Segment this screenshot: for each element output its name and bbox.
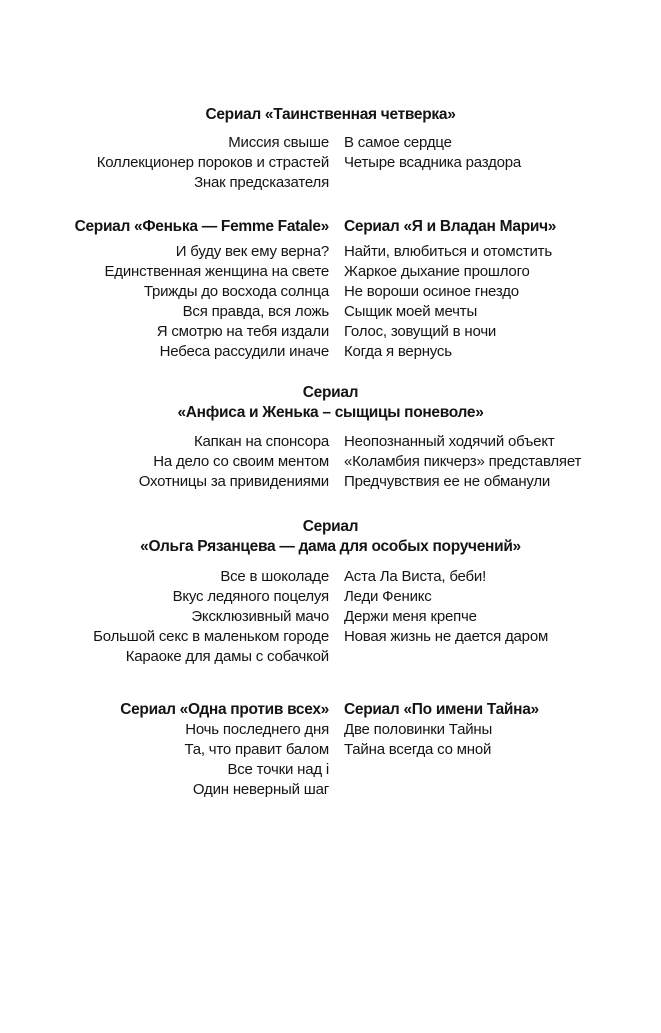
book-title: Предчувствия ее не обманули [344,473,551,490]
series-heading-left: Сериал «Фенька — Femme Fatale» [74,218,329,235]
book-title: Тайна всегда со мной [344,741,492,758]
series-heading-line1: Сериал [302,518,359,535]
book-title: Та, что правит балом [184,741,329,758]
series-heading-left: Сериал «Одна против всех» [120,701,329,718]
series-title-columns [0,567,661,667]
book-title: Караоке для дамы с собачкой [125,648,329,665]
book-title: Все в шоколаде [220,568,329,585]
book-title: Четыре всадника раздора [344,154,522,171]
series-heading-line2: «Ольга Рязанцева — дама для особых поручений» [140,538,521,555]
book-title: Две половинки Тайны [344,721,493,738]
book-title: Все точки над i [227,761,329,778]
series-section-tainstvennaya-chetverka [0,105,661,193]
book-title: Небеса рассудили иначе [159,343,329,360]
book-title: Держи меня крепче [344,608,477,625]
book-title: Леди Феникс [344,588,432,605]
book-title: Жаркое дыхание прошлого [344,263,530,280]
series-heading-right: Сериал «Я и Владан Марич» [344,218,557,235]
series-section-anfisa-i-zhenka [0,383,661,492]
series-section-fenka-i-vladan-marich [0,217,661,362]
series-section-olga-ryazantseva [0,517,661,667]
book-title: Трижды до восхода солнца [143,283,329,300]
book-title: Найти, влюбиться и отомстить [344,243,552,260]
series-title-columns [0,133,661,193]
book-title: Голос, зовущий в ночи [344,323,497,340]
title-column-left [0,242,329,362]
book-title: Охотницы за привидениями [138,473,329,490]
book-title: «Коламбия пикчерз» представляет [344,453,582,470]
book-title: Новая жизнь не дается даром [344,628,549,645]
book-title: Знак предсказателя [194,174,329,191]
series-heading-line2: «Анфиса и Женька – сыщицы поневоле» [177,404,484,421]
series-heading [0,383,661,423]
title-column-right [344,242,661,362]
book-title: Ночь последнего дня [185,721,329,738]
title-column-right [344,133,661,193]
book-title: Миссия свыше [228,134,329,151]
book-title: Не вороши осиное гнездо [344,283,519,300]
title-column-right [344,567,661,667]
title-column-left [0,567,329,667]
title-column-left [0,432,329,492]
book-title: Большой секс в маленьком городе [93,628,329,645]
title-column-left [0,133,329,193]
book-title: Коллекционер пороков и страстей [96,154,329,171]
book-title: Вся правда, вся ложь [182,303,329,320]
book-title: Вкус ледяного поцелуя [172,588,329,605]
series-heading-right: Сериал «По имени Тайна» [344,701,539,718]
title-column-right [344,432,661,492]
series-heading [0,517,661,557]
series-title-columns [0,720,661,800]
book-title: Капкан на спонсора [193,433,329,450]
series-title-columns [0,242,661,362]
title-column-right [344,720,661,800]
book-title: Я смотрю на тебя издали [156,323,329,340]
series-heading-line1: Сериал [302,384,359,401]
title-column-left [0,720,329,800]
series-heading-columns [0,700,661,720]
series-heading-columns [0,217,661,237]
series-section-odna-protiv-vseh-po-imeni-taina [0,700,661,800]
book-title: На дело со своим ментом [153,453,329,470]
book-title: Неопознанный ходячий объект [344,433,555,450]
book-title: В самое сердце [344,134,452,151]
book-title: Аста Ла Виста, беби! [344,568,487,585]
series-title-columns [0,432,661,492]
book-title: Единственная женщина на свете [104,263,329,280]
book-title: Сыщик моей мечты [344,303,478,320]
book-title: Один неверный шаг [192,781,329,798]
series-heading: Сериал «Таинственная четверка» [205,106,456,123]
book-title: И буду век ему верна? [175,243,329,260]
book-title: Эксклюзивный мачо [191,608,329,625]
book-title: Когда я вернусь [344,343,452,360]
